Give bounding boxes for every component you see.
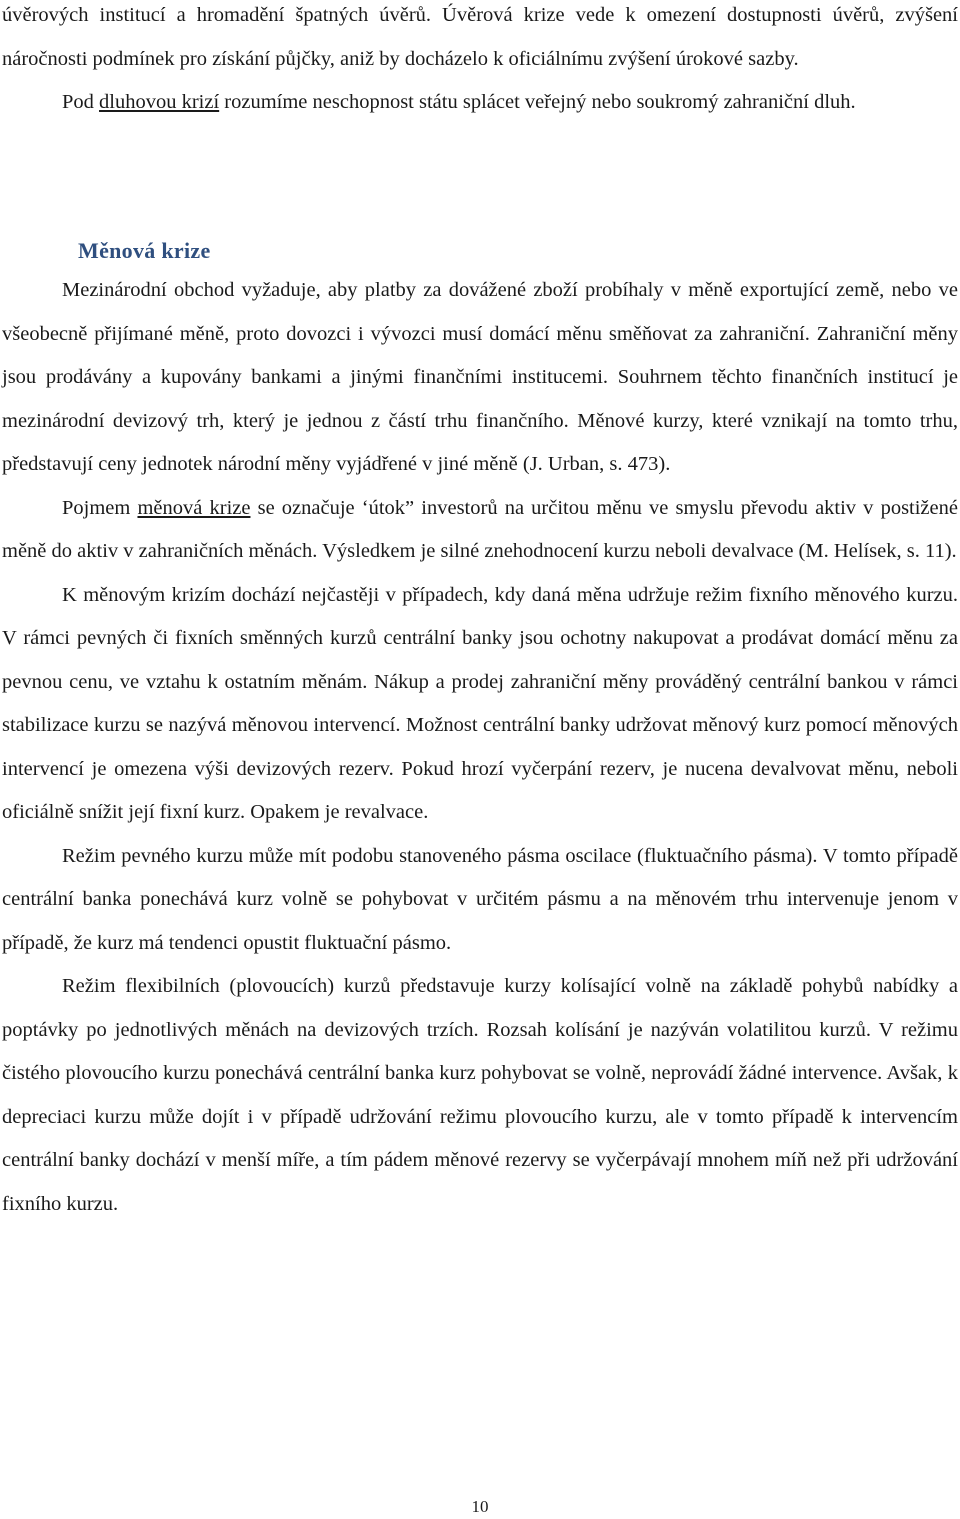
paragraph-4: Režim pevného kurzu může mít podobu stanoveného pásma oscilace (fluktuačního pásma). V tomto případě centrální banka ponechává kurz volně se pohybovat v určitém pásmu a na měnovém trhu intervenuje jenom v případě, že kurz má tendenci opustit fluktuační pásmo.: [2, 844, 958, 954]
paragraph-debt-crisis: [2, 81, 958, 125]
paragraph-1: Mezinárodní obchod vyžaduje, aby platby za dovážené zboží probíhaly v měně exportující země, nebo ve všeobecně přijímané měně, proto dovozci i vývozci musí domácí měnu směňovat za zahraniční. Zahraniční měny jsou prodávány a kupovány bankami a jinými finančními institucemi. Souhrnem těchto finančních institucí je mezinárodní devizový trh, který je jednou z částí trhu finančního. Měnové kurzy, které vznikají na tomto trhu, představují ceny jednotek národní měny vyjádřené v jiné měně (J. Urban, s. 473).: [2, 279, 958, 475]
main-text: [2, 269, 958, 1226]
paragraph-3: K měnovým krizím dochází nejčastěji v případech, kdy daná měna udržuje režim fixního měnového kurzu. V rámci pevných či fixních směnných kurzů centrální banky jsou ochotny nakupovat a prodávat domácí měnu za pevnou cenu, ve vztahu k ostatním měnám. Nákup a prodej zahraniční měny prováděný centrální bankou v rámci stabilizace kurzu se nazývá měnovou intervencí. Možnost centrální banky udržovat měnový kurz pomocí měnových intervencí je omezena výši devizových rezerv. Pokud hrozí vyčerpání rezerv, je nucena devalvovat měnu, neboli oficiálně snížit její fixní kurz. Opakem je revalvace.: [2, 583, 958, 823]
top-text: [2, 0, 958, 125]
paragraph-credit-crisis-end: úvěrových institucí a hromadění špatných úvěrů. Úvěrová krize vede k omezení dostupnosti úvěrů, zvýšení náročnosti podmínek pro získání půjčky, aniž by docházelo k oficiálnímu zvýšení úrokové sazby.: [2, 4, 958, 70]
page-number: 10: [471, 1497, 489, 1516]
paragraph-2-after: se označuje ‘útok” investorů na určitou měnu ve smyslu převodu aktiv v postižené měně do aktiv v zahraničních měnách. Výsledkem je silné znehodnocení kurzu neboli devalvace (M. Helísek, s. 11).: [2, 496, 958, 562]
debt-crisis-after: rozumíme neschopnost státu splácet veřejný nebo soukromý zahraniční dluh.: [219, 91, 856, 113]
paragraph-2: [2, 487, 958, 574]
paragraph-5: Režim flexibilních (plovoucích) kurzů představuje kurzy kolísající volně na základě pohybů nabídky a poptávky po jednotlivých měnách na devizových trzích. Rozsah kolísání je nazýván volatilitou kurzů. V režimu čistého plovoucího kurzu ponechává centrální banka kurz pohybovat se volně, neprovádí žádné intervence. Avšak, k depreciaci kurzu může dojít i v případě udržování režimu plovoucího kurzu, ale v tomto případě k intervencím centrální banky dochází v menší míře, a tím pádem měnové rezervy se vyčerpávají mnohem míň než při udržování fixního kurzu.: [2, 975, 958, 1215]
paragraph-2-before: Pojmem: [62, 496, 138, 519]
section-heading: Měnová krize: [78, 238, 211, 263]
debt-crisis-term: dluhovou krizí: [99, 91, 220, 113]
currency-crisis-term: měnová krize: [137, 496, 251, 519]
debt-crisis-before: Pod: [62, 91, 100, 113]
